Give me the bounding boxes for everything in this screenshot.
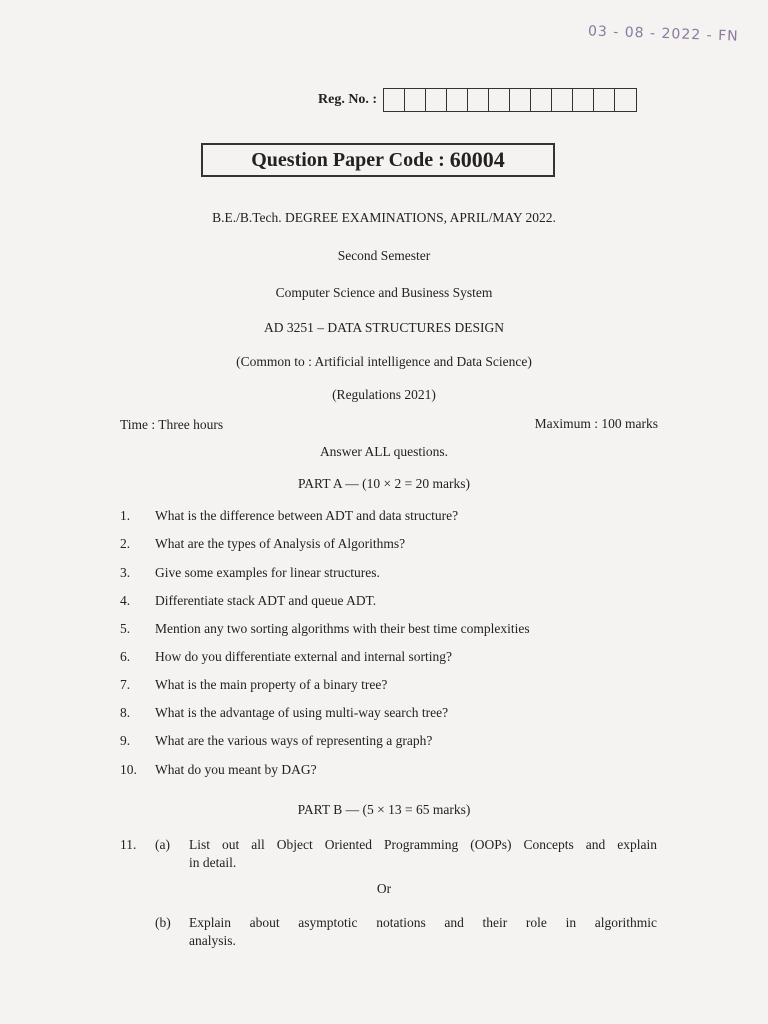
course-title: AD 3251 – DATA STRUCTURES DESIGN xyxy=(263,320,505,335)
question-number: 5. xyxy=(120,621,131,636)
question-item xyxy=(120,705,448,721)
reg-boxes xyxy=(383,88,637,112)
question-item xyxy=(120,536,405,552)
question-text: What is the advantage of using multi-way search tree? xyxy=(155,705,449,720)
option-a-line2: in detail. xyxy=(189,855,237,870)
question-text: How do you differentiate external and internal sorting? xyxy=(155,649,453,664)
reg-box xyxy=(489,89,510,111)
reg-box xyxy=(615,89,636,111)
handwritten-date: 03 - 08 - 2022 - FN xyxy=(587,23,739,45)
reg-box xyxy=(384,89,405,111)
reg-number xyxy=(318,88,637,112)
paper-code-value: 60004 xyxy=(449,147,505,172)
regulations: (Regulations 2021) xyxy=(332,387,436,402)
question-text: Give some examples for linear structures. xyxy=(155,565,380,580)
question-number: 11. xyxy=(120,837,137,852)
question-item xyxy=(120,565,380,581)
reg-box xyxy=(552,89,573,111)
question-text: What is the main property of a binary tree? xyxy=(155,677,388,692)
question-item xyxy=(120,508,458,524)
time-allowed: Time : Three hours xyxy=(120,417,224,432)
reg-box xyxy=(573,89,594,111)
question-text: Mention any two sorting algorithms with their best time complexities xyxy=(155,621,530,636)
question-number: 3. xyxy=(120,565,131,580)
option-a-label: (a) xyxy=(155,837,170,852)
question-text: What are the various ways of representing a graph? xyxy=(155,733,433,748)
question-number: 8. xyxy=(120,705,131,720)
semester: Second Semester xyxy=(337,248,431,263)
reg-label: Reg. No. : xyxy=(318,92,378,107)
question-item xyxy=(120,762,317,778)
question-number: 2. xyxy=(120,536,131,551)
option-a-line1: List out all Object Oriented Programming (OOPs) Concepts and explain xyxy=(189,837,657,852)
question-item xyxy=(120,621,530,637)
reg-box xyxy=(426,89,447,111)
question-text: What is the difference between ADT and data structure? xyxy=(155,508,459,523)
question-number: 6. xyxy=(120,649,131,664)
instruction: Answer ALL questions. xyxy=(319,444,449,459)
option-b-label: (b) xyxy=(155,915,171,930)
question-paper-code xyxy=(201,143,555,177)
question-number: 9. xyxy=(120,733,131,748)
option-b-line2: analysis. xyxy=(189,933,236,948)
reg-box xyxy=(468,89,489,111)
exam-title: B.E./B.Tech. DEGREE EXAMINATIONS, APRIL/MAY 2022. xyxy=(212,210,556,225)
branch: Computer Science and Business System xyxy=(275,285,493,300)
question-item xyxy=(120,733,432,749)
question-number: 4. xyxy=(120,593,131,608)
question-text: What do you meant by DAG? xyxy=(155,762,317,777)
common-to: (Common to : Artificial intelligence and Data Science) xyxy=(236,354,532,369)
maximum-marks: Maximum : 100 marks xyxy=(534,416,658,431)
question-item xyxy=(120,649,452,665)
reg-box xyxy=(447,89,468,111)
or-separator: Or xyxy=(376,881,392,896)
question-item xyxy=(120,593,376,609)
part-a-title: PART A — (10 × 2 = 20 marks) xyxy=(298,476,470,491)
reg-box xyxy=(405,89,426,111)
question-text: What are the types of Analysis of Algorithms? xyxy=(155,536,406,551)
reg-box xyxy=(510,89,531,111)
option-b-line1: Explain about asymptotic notations and their role in algorithmic xyxy=(189,915,657,930)
part-b-title: PART B — (5 × 13 = 65 marks) xyxy=(297,802,471,817)
question-number: 7. xyxy=(120,677,131,692)
question-text: Differentiate stack ADT and queue ADT. xyxy=(155,593,377,608)
paper-code-label: Question Paper Code : xyxy=(251,148,445,171)
question-number: 1. xyxy=(120,508,131,523)
reg-box xyxy=(531,89,552,111)
question-item xyxy=(120,677,387,693)
question-number: 10. xyxy=(120,762,137,777)
reg-box xyxy=(594,89,615,111)
